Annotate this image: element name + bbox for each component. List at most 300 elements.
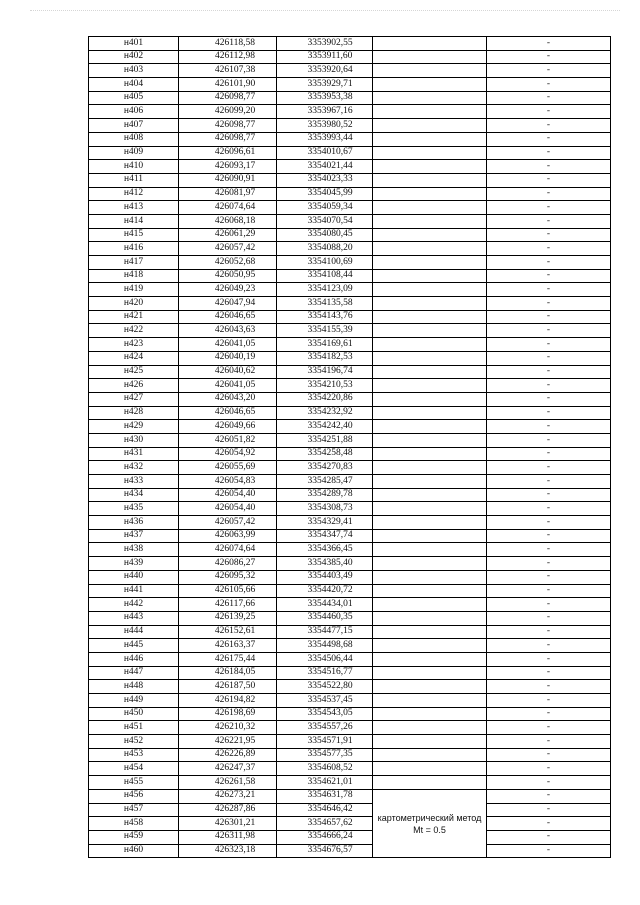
point-name-cell: н403 (89, 64, 179, 78)
table-row (89, 844, 611, 858)
method-cell (373, 91, 487, 105)
x-coordinate-cell: 426096,61 (179, 146, 277, 160)
point-name-cell: н412 (89, 187, 179, 201)
table-row (89, 707, 611, 721)
y-coordinate-cell: 3354182,53 (277, 351, 373, 365)
y-coordinate-cell: 3353980,52 (277, 119, 373, 133)
dash-cell: - (487, 707, 611, 721)
table-row (89, 570, 611, 584)
point-name-cell: н405 (89, 91, 179, 105)
method-cell (373, 242, 487, 256)
table-row (89, 721, 611, 735)
table-row (89, 420, 611, 434)
point-name-cell: н432 (89, 461, 179, 475)
table-row (89, 817, 611, 831)
x-coordinate-cell: 426107,38 (179, 64, 277, 78)
x-coordinate-cell: 426198,69 (179, 707, 277, 721)
x-coordinate-cell: 426163,37 (179, 639, 277, 653)
x-coordinate-cell: 426187,50 (179, 680, 277, 694)
point-name-cell: н440 (89, 570, 179, 584)
x-coordinate-cell: 426261,58 (179, 776, 277, 790)
method-cell (373, 119, 487, 133)
table-row (89, 324, 611, 338)
y-coordinate-cell: 3354666,24 (277, 830, 373, 844)
coordinates-table (88, 36, 611, 858)
point-name-cell: н426 (89, 379, 179, 393)
table-row (89, 748, 611, 762)
y-coordinate-cell: 3354285,47 (277, 475, 373, 489)
dash-cell: - (487, 187, 611, 201)
table-row (89, 639, 611, 653)
y-coordinate-cell: 3354329,41 (277, 516, 373, 530)
point-name-cell: н444 (89, 625, 179, 639)
table-row (89, 529, 611, 543)
dash-cell: - (487, 803, 611, 817)
y-coordinate-cell: 3354135,58 (277, 297, 373, 311)
x-coordinate-cell: 426081,97 (179, 187, 277, 201)
dash-cell: - (487, 461, 611, 475)
x-coordinate-cell: 426054,40 (179, 502, 277, 516)
method-cell (373, 228, 487, 242)
point-name-cell: н424 (89, 351, 179, 365)
method-cell (373, 392, 487, 406)
point-name-cell: н420 (89, 297, 179, 311)
method-cell (373, 105, 487, 119)
point-name-cell: н431 (89, 447, 179, 461)
dash-cell: - (487, 214, 611, 228)
x-coordinate-cell: 426049,66 (179, 420, 277, 434)
dash-cell: - (487, 735, 611, 749)
dash-cell: - (487, 611, 611, 625)
y-coordinate-cell: 3354621,01 (277, 776, 373, 790)
method-cell (373, 64, 487, 78)
point-name-cell: н456 (89, 789, 179, 803)
method-cell (373, 584, 487, 598)
point-name-cell: н442 (89, 598, 179, 612)
dash-cell: - (487, 324, 611, 338)
y-coordinate-cell: 3354289,78 (277, 488, 373, 502)
point-name-cell: н418 (89, 269, 179, 283)
dash-cell: - (487, 379, 611, 393)
method-cell (373, 516, 487, 530)
x-coordinate-cell: 426099,20 (179, 105, 277, 119)
method-cell (373, 433, 487, 447)
y-coordinate-cell: 3354308,73 (277, 502, 373, 516)
x-coordinate-cell: 426139,25 (179, 611, 277, 625)
point-name-cell: н406 (89, 105, 179, 119)
table-row (89, 625, 611, 639)
header-scan-marks (30, 10, 620, 15)
table-row (89, 611, 611, 625)
method-cell (373, 37, 487, 51)
dash-cell: - (487, 652, 611, 666)
method-cell (373, 735, 487, 749)
method-cell (373, 762, 487, 776)
table-row (89, 351, 611, 365)
method-cell (373, 666, 487, 680)
dash-cell: - (487, 78, 611, 92)
x-coordinate-cell: 426055,69 (179, 461, 277, 475)
x-coordinate-cell: 426152,61 (179, 625, 277, 639)
x-coordinate-cell: 426074,64 (179, 543, 277, 557)
y-coordinate-cell: 3354657,62 (277, 817, 373, 831)
table-row (89, 652, 611, 666)
dash-cell: - (487, 310, 611, 324)
method-cell (373, 680, 487, 694)
x-coordinate-cell: 426184,05 (179, 666, 277, 680)
dash-cell: - (487, 817, 611, 831)
point-name-cell: н451 (89, 721, 179, 735)
x-coordinate-cell: 426095,32 (179, 570, 277, 584)
dash-cell: - (487, 694, 611, 708)
dash-cell: - (487, 844, 611, 858)
x-coordinate-cell: 426098,77 (179, 119, 277, 133)
x-coordinate-cell: 426040,19 (179, 351, 277, 365)
point-name-cell: н434 (89, 488, 179, 502)
method-cell (373, 475, 487, 489)
y-coordinate-cell: 3354498,68 (277, 639, 373, 653)
method-cell (373, 598, 487, 612)
table-row (89, 584, 611, 598)
y-coordinate-cell: 3354021,44 (277, 160, 373, 174)
method-note-text: картометрический метод Mt = 0.5 (377, 812, 482, 835)
y-coordinate-cell: 3354522,80 (277, 680, 373, 694)
coordinates-table-body (89, 37, 611, 858)
x-coordinate-cell: 426054,83 (179, 475, 277, 489)
table-row (89, 557, 611, 571)
x-coordinate-cell: 426041,05 (179, 338, 277, 352)
point-name-cell: н423 (89, 338, 179, 352)
point-name-cell: н407 (89, 119, 179, 133)
point-name-cell: н402 (89, 50, 179, 64)
x-coordinate-cell: 426101,90 (179, 78, 277, 92)
y-coordinate-cell: 3354631,78 (277, 789, 373, 803)
x-coordinate-cell: 426090,91 (179, 173, 277, 187)
point-name-cell: н425 (89, 365, 179, 379)
dash-cell: - (487, 598, 611, 612)
x-coordinate-cell: 426086,27 (179, 557, 277, 571)
table-row (89, 461, 611, 475)
method-cell (373, 365, 487, 379)
point-name-cell: н460 (89, 844, 179, 858)
method-cell (373, 707, 487, 721)
method-cell (373, 78, 487, 92)
table-row (89, 146, 611, 160)
y-coordinate-cell: 3354420,72 (277, 584, 373, 598)
table-row (89, 776, 611, 790)
method-cell (373, 214, 487, 228)
y-coordinate-cell: 3353911,60 (277, 50, 373, 64)
table-row (89, 228, 611, 242)
dash-cell: - (487, 173, 611, 187)
dash-cell: - (487, 516, 611, 530)
x-coordinate-cell: 426323,18 (179, 844, 277, 858)
table-row (89, 475, 611, 489)
y-coordinate-cell: 3354251,88 (277, 433, 373, 447)
y-coordinate-cell: 3354210,53 (277, 379, 373, 393)
table-row (89, 173, 611, 187)
point-name-cell: н417 (89, 256, 179, 270)
table-row (89, 50, 611, 64)
table-row (89, 338, 611, 352)
y-coordinate-cell: 3353993,44 (277, 132, 373, 146)
dash-cell: - (487, 297, 611, 311)
table-row (89, 516, 611, 530)
y-coordinate-cell: 3354434,01 (277, 598, 373, 612)
method-cell (373, 625, 487, 639)
y-coordinate-cell: 3354347,74 (277, 529, 373, 543)
y-coordinate-cell: 3354169,61 (277, 338, 373, 352)
y-coordinate-cell: 3354557,26 (277, 721, 373, 735)
x-coordinate-cell: 426105,66 (179, 584, 277, 598)
dash-cell: - (487, 721, 611, 735)
y-coordinate-cell: 3354385,40 (277, 557, 373, 571)
x-coordinate-cell: 426046,65 (179, 310, 277, 324)
point-name-cell: н443 (89, 611, 179, 625)
y-coordinate-cell: 3353902,55 (277, 37, 373, 51)
method-cell (373, 611, 487, 625)
dash-cell: - (487, 283, 611, 297)
y-coordinate-cell: 3354258,48 (277, 447, 373, 461)
point-name-cell: н428 (89, 406, 179, 420)
point-name-cell: н413 (89, 201, 179, 215)
point-name-cell: н439 (89, 557, 179, 571)
dash-cell: - (487, 132, 611, 146)
point-name-cell: н446 (89, 652, 179, 666)
table-row (89, 488, 611, 502)
point-name-cell: н450 (89, 707, 179, 721)
point-name-cell: н404 (89, 78, 179, 92)
y-coordinate-cell: 3354460,35 (277, 611, 373, 625)
x-coordinate-cell: 426273,21 (179, 789, 277, 803)
method-cell (373, 173, 487, 187)
dash-cell: - (487, 160, 611, 174)
y-coordinate-cell: 3354088,20 (277, 242, 373, 256)
y-coordinate-cell: 3354646,42 (277, 803, 373, 817)
x-coordinate-cell: 426210,32 (179, 721, 277, 735)
dash-cell: - (487, 762, 611, 776)
table-row (89, 392, 611, 406)
point-name-cell: н401 (89, 37, 179, 51)
dash-cell: - (487, 420, 611, 434)
point-name-cell: н422 (89, 324, 179, 338)
point-name-cell: н453 (89, 748, 179, 762)
y-coordinate-cell: 3354059,34 (277, 201, 373, 215)
point-name-cell: н415 (89, 228, 179, 242)
point-name-cell: н458 (89, 817, 179, 831)
x-coordinate-cell: 426050,95 (179, 269, 277, 283)
point-name-cell: н433 (89, 475, 179, 489)
table-row (89, 406, 611, 420)
dash-cell: - (487, 201, 611, 215)
y-coordinate-cell: 3354506,44 (277, 652, 373, 666)
x-coordinate-cell: 426043,20 (179, 392, 277, 406)
table-row (89, 694, 611, 708)
table-row (89, 201, 611, 215)
table-row (89, 680, 611, 694)
dash-cell: - (487, 447, 611, 461)
point-name-cell: н448 (89, 680, 179, 694)
y-coordinate-cell: 3354196,74 (277, 365, 373, 379)
table-row (89, 365, 611, 379)
table-row (89, 598, 611, 612)
dash-cell: - (487, 625, 611, 639)
y-coordinate-cell: 3353953,38 (277, 91, 373, 105)
dash-cell: - (487, 242, 611, 256)
method-cell (373, 283, 487, 297)
method-cell (373, 379, 487, 393)
method-cell (373, 557, 487, 571)
method-cell (373, 694, 487, 708)
dash-cell: - (487, 543, 611, 557)
method-cell (373, 324, 487, 338)
table-row (89, 242, 611, 256)
x-coordinate-cell: 426054,40 (179, 488, 277, 502)
dash-cell: - (487, 748, 611, 762)
dash-cell: - (487, 37, 611, 51)
dash-cell: - (487, 105, 611, 119)
x-coordinate-cell: 426049,23 (179, 283, 277, 297)
table-row (89, 762, 611, 776)
table-row (89, 160, 611, 174)
table-row (89, 91, 611, 105)
x-coordinate-cell: 426226,89 (179, 748, 277, 762)
point-name-cell: н449 (89, 694, 179, 708)
table-row (89, 187, 611, 201)
point-name-cell: н427 (89, 392, 179, 406)
dash-cell: - (487, 776, 611, 790)
method-cell (373, 488, 487, 502)
dash-cell: - (487, 502, 611, 516)
method-cell (373, 406, 487, 420)
y-coordinate-cell: 3353929,71 (277, 78, 373, 92)
table-row (89, 502, 611, 516)
x-coordinate-cell: 426052,68 (179, 256, 277, 270)
method-cell (373, 776, 487, 790)
y-coordinate-cell: 3354577,35 (277, 748, 373, 762)
x-coordinate-cell: 426057,42 (179, 242, 277, 256)
x-coordinate-cell: 426247,37 (179, 762, 277, 776)
dash-cell: - (487, 557, 611, 571)
dash-cell: - (487, 50, 611, 64)
method-cell (373, 146, 487, 160)
y-coordinate-cell: 3354070,54 (277, 214, 373, 228)
dash-cell: - (487, 639, 611, 653)
y-coordinate-cell: 3354010,67 (277, 146, 373, 160)
table-row (89, 37, 611, 51)
table-row (89, 789, 611, 803)
method-cell (373, 50, 487, 64)
y-coordinate-cell: 3354220,86 (277, 392, 373, 406)
point-name-cell: н430 (89, 433, 179, 447)
x-coordinate-cell: 426287,86 (179, 803, 277, 817)
point-name-cell: н414 (89, 214, 179, 228)
x-coordinate-cell: 426074,64 (179, 201, 277, 215)
method-cell (373, 748, 487, 762)
point-name-cell: н435 (89, 502, 179, 516)
dash-cell: - (487, 475, 611, 489)
method-cell (373, 187, 487, 201)
point-name-cell: н438 (89, 543, 179, 557)
x-coordinate-cell: 426057,42 (179, 516, 277, 530)
method-cell (373, 721, 487, 735)
table-row (89, 283, 611, 297)
table-row (89, 297, 611, 311)
y-coordinate-cell: 3354366,45 (277, 543, 373, 557)
dash-cell: - (487, 365, 611, 379)
dash-cell: - (487, 584, 611, 598)
y-coordinate-cell: 3354242,40 (277, 420, 373, 434)
x-coordinate-cell: 426068,18 (179, 214, 277, 228)
method-cell (373, 652, 487, 666)
dash-cell: - (487, 351, 611, 365)
method-note-cell (373, 789, 487, 857)
dash-cell: - (487, 338, 611, 352)
table-row (89, 447, 611, 461)
table-row (89, 543, 611, 557)
dash-cell: - (487, 570, 611, 584)
x-coordinate-cell: 426061,29 (179, 228, 277, 242)
dash-cell: - (487, 256, 611, 270)
table-row (89, 64, 611, 78)
table-row (89, 830, 611, 844)
y-coordinate-cell: 3354676,57 (277, 844, 373, 858)
x-coordinate-cell: 426098,77 (179, 132, 277, 146)
dash-cell: - (487, 64, 611, 78)
table-row (89, 310, 611, 324)
dash-cell: - (487, 529, 611, 543)
method-cell (373, 351, 487, 365)
dash-cell: - (487, 433, 611, 447)
point-name-cell: н437 (89, 529, 179, 543)
y-coordinate-cell: 3354100,69 (277, 256, 373, 270)
dash-cell: - (487, 91, 611, 105)
point-name-cell: н429 (89, 420, 179, 434)
point-name-cell: н454 (89, 762, 179, 776)
table-row (89, 433, 611, 447)
x-coordinate-cell: 426118,58 (179, 37, 277, 51)
method-cell (373, 201, 487, 215)
dash-cell: - (487, 119, 611, 133)
x-coordinate-cell: 426043,63 (179, 324, 277, 338)
y-coordinate-cell: 3354537,45 (277, 694, 373, 708)
method-cell (373, 132, 487, 146)
table-row (89, 256, 611, 270)
method-cell (373, 310, 487, 324)
y-coordinate-cell: 3354403,49 (277, 570, 373, 584)
y-coordinate-cell: 3354543,05 (277, 707, 373, 721)
method-cell (373, 461, 487, 475)
dash-cell: - (487, 392, 611, 406)
method-cell (373, 269, 487, 283)
x-coordinate-cell: 426040,62 (179, 365, 277, 379)
y-coordinate-cell: 3354143,76 (277, 310, 373, 324)
method-cell (373, 420, 487, 434)
dash-cell: - (487, 269, 611, 283)
x-coordinate-cell: 426194,82 (179, 694, 277, 708)
y-coordinate-cell: 3354123,09 (277, 283, 373, 297)
dash-cell: - (487, 146, 611, 160)
x-coordinate-cell: 426112,98 (179, 50, 277, 64)
dash-cell: - (487, 789, 611, 803)
point-name-cell: н411 (89, 173, 179, 187)
point-name-cell: н445 (89, 639, 179, 653)
y-coordinate-cell: 3353967,16 (277, 105, 373, 119)
x-coordinate-cell: 426046,65 (179, 406, 277, 420)
table-row (89, 214, 611, 228)
x-coordinate-cell: 426175,44 (179, 652, 277, 666)
x-coordinate-cell: 426041,05 (179, 379, 277, 393)
